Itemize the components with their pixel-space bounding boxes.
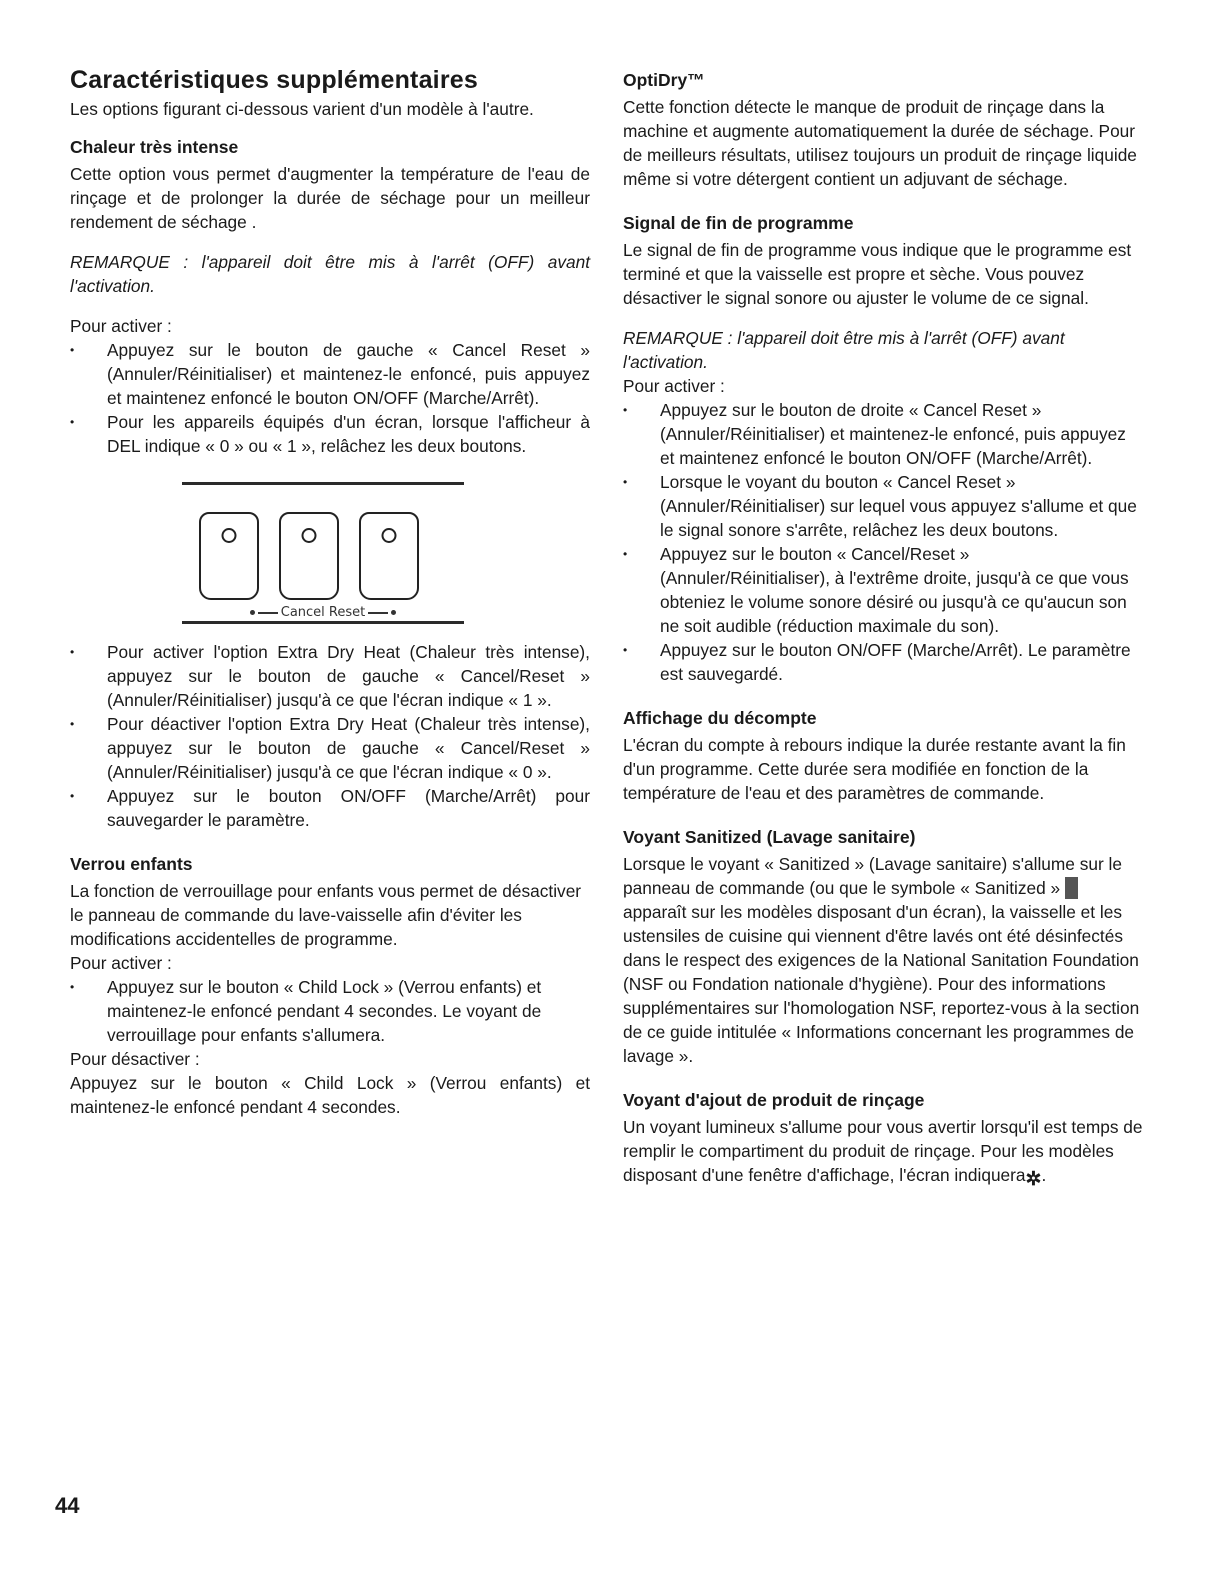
panel-buttons [199, 512, 419, 600]
extra-heat-note: REMARQUE : l'appareil doit être mis à l'arrêt (OFF) avant l'activation. [70, 252, 590, 296]
end-signal-steps [623, 398, 1143, 686]
countdown-body: L'écran du compte à rebours indique la durée restante avant la fin d'un programme. Cette durée sera modifiée en fonction de la température de l'eau et des paramètres de commande. [623, 735, 1126, 803]
button-light-icon [302, 528, 317, 543]
list-item: • Appuyez sur le bouton ON/OFF (Marche/Arrêt). Le paramètre est sauvegardé. [623, 638, 1143, 686]
list-item: • Appuyez sur le bouton de droite « Cancel Reset » (Annuler/Réinitialiser) et maintenez-le enfoncé, puis appuyez et maintenez enfoncé le bouton ON/OFF (Marche/Arrêt). [623, 398, 1143, 470]
panel-bottom-line [182, 621, 464, 624]
panel-button-right [359, 512, 419, 600]
dot-icon [250, 610, 255, 615]
child-lock-deactivate-label: Pour désactiver : [70, 1049, 200, 1069]
end-signal-note: REMARQUE : l'appareil doit être mis à l'arrêt (OFF) avant l'activation. [623, 328, 1065, 372]
control-panel-illustration [182, 482, 464, 624]
list-item: • Pour activer l'option Extra Dry Heat (Chaleur très intense), appuyez sur le bouton de gauche « Cancel/Reset » (Annuler/Réinitialiser) jusqu'à ce que l'écran indique « 1 ». [70, 640, 590, 712]
extra-heat-steps-2 [70, 640, 590, 832]
child-lock-heading: Verrou enfants [70, 854, 193, 874]
child-lock-deactivate-body: Appuyez sur le bouton « Child Lock » (Verrou enfants) et maintenez-le enfoncé pendant 4 secondes. [70, 1073, 590, 1117]
extra-heat-body: Cette option vous permet d'augmenter la température de l'eau de rinçage et de prolonger la durée de séchage pour un meilleur rendement de séchage . [70, 164, 590, 232]
child-lock-steps [70, 975, 590, 1047]
sanitized-body-part2: apparaît sur les modèles disposant d'un écran), la vaisselle et les ustensiles de cuisine qui viennent d'être lavés ont été désinfectés dans le respect des exigences de la National Sanitation Foundation (NSF ou Fondation nationale d'hygiène). Pour des informations supplémentaires sur l'homologation NSF, reportez-vous à la section de ce guide intitulée « Informations concernant les programmes de lavage ». [623, 902, 1140, 1066]
dash-icon [258, 612, 278, 614]
countdown-heading: Affichage du décompte [623, 708, 817, 728]
dash-icon [368, 612, 388, 614]
extra-heat-steps [70, 338, 590, 458]
list-item: • Lorsque le voyant du bouton « Cancel Reset » (Annuler/Réinitialiser) sur lequel vous appuyez s'allume et que le signal sonore s'arrête, relâchez les deux boutons. [623, 470, 1143, 542]
end-signal-heading: Signal de fin de programme [623, 213, 854, 233]
page-number: 44 [55, 1493, 80, 1518]
child-lock-activate-label: Pour activer : [70, 953, 172, 973]
rinse-aid-sparkle-icon: ✲ [1025, 1169, 1042, 1190]
extra-heat-heading: Chaleur très intense [70, 137, 239, 157]
end-signal-body: Le signal de fin de programme vous indique que le programme est terminé et que la vaisselle est propre et sèche. Vous pouvez désactiver le signal sonore ou ajuster le volume de ce signal. [623, 240, 1132, 308]
sanitized-body-part1: Lorsque le voyant « Sanitized » (Lavage sanitaire) s'allume sur le panneau de commande (ou que le symbole « Sanitized » [623, 854, 1122, 898]
right-column [623, 66, 1143, 1192]
sanitized-symbol-icon [1065, 877, 1078, 899]
rinse-aid-body-text: Un voyant lumineux s'allume pour vous avertir lorsqu'il est temps de remplir le compartiment du produit de rinçage. Pour les modèles disposant d'une fenêtre d'affichage, l'écran indiquera [623, 1117, 1143, 1185]
extra-heat-activate-label: Pour activer : [70, 316, 172, 336]
rinse-aid-body [623, 1115, 1143, 1192]
dot-icon [391, 610, 396, 615]
list-item: • Appuyez sur le bouton « Child Lock » (Verrou enfants) et maintenez-le enfoncé pendant 4 secondes. Le voyant de verrouillage pour enfants s'allumera. [70, 975, 590, 1047]
sanitized-heading: Voyant Sanitized (Lavage sanitaire) [623, 827, 916, 847]
child-lock-body: La fonction de verrouillage pour enfants vous permet de désactiver le panneau de commande du lave-vaisselle afin d'éviter les modifications accidentelles de programme. [70, 881, 582, 949]
sanitized-body [623, 852, 1143, 1068]
button-light-icon [222, 528, 237, 543]
button-light-icon [382, 528, 397, 543]
list-item: • Appuyez sur le bouton ON/OFF (Marche/Arrêt) pour sauvegarder le paramètre. [70, 784, 590, 832]
page-title: Caractéristiques supplémentaires [70, 66, 478, 94]
optidry-body: Cette fonction détecte le manque de produit de rinçage dans la machine et augmente automatiquement la durée de séchage. Pour de meilleurs résultats, utilisez toujours un produit de rinçage liquide même si votre détergent contient un adjuvant de séchage. [623, 97, 1137, 189]
end-signal-activate-label: Pour activer : [623, 376, 725, 396]
panel-button-middle [279, 512, 339, 600]
list-item: • Pour déactiver l'option Extra Dry Heat (Chaleur très intense), appuyez sur le bouton de gauche « Cancel/Reset » (Annuler/Réinitialiser) jusqu'à ce que l'écran indique « 0 ». [70, 712, 590, 784]
intro-text: Les options figurant ci-dessous varient d'un modèle à l'autre. [70, 99, 534, 119]
panel-top-line [182, 482, 464, 485]
panel-button-left [199, 512, 259, 600]
panel-label-text: Cancel Reset [280, 605, 366, 620]
rinse-aid-end: . [1041, 1165, 1047, 1185]
panel-label [182, 605, 464, 620]
optidry-heading: OptiDry™ [623, 70, 705, 90]
rinse-aid-heading: Voyant d'ajout de produit de rinçage [623, 1090, 925, 1110]
left-column [70, 66, 590, 1119]
list-item: • Appuyez sur le bouton de gauche « Cancel Reset » (Annuler/Réinitialiser) et maintenez-le enfoncé, puis appuyez et maintenez enfoncé le bouton ON/OFF (Marche/Arrêt). [70, 338, 590, 410]
list-item: • Appuyez sur le bouton « Cancel/Reset » (Annuler/Réinitialiser), à l'extrême droite, jusqu'à ce que vous obteniez le volume sonore désiré ou jusqu'à ce qu'aucun son ne soit audible (réduction maximale du son). [623, 542, 1143, 638]
list-item: • Pour les appareils équipés d'un écran, lorsque l'afficheur à DEL indique « 0 » ou « 1 », relâchez les deux boutons. [70, 410, 590, 458]
